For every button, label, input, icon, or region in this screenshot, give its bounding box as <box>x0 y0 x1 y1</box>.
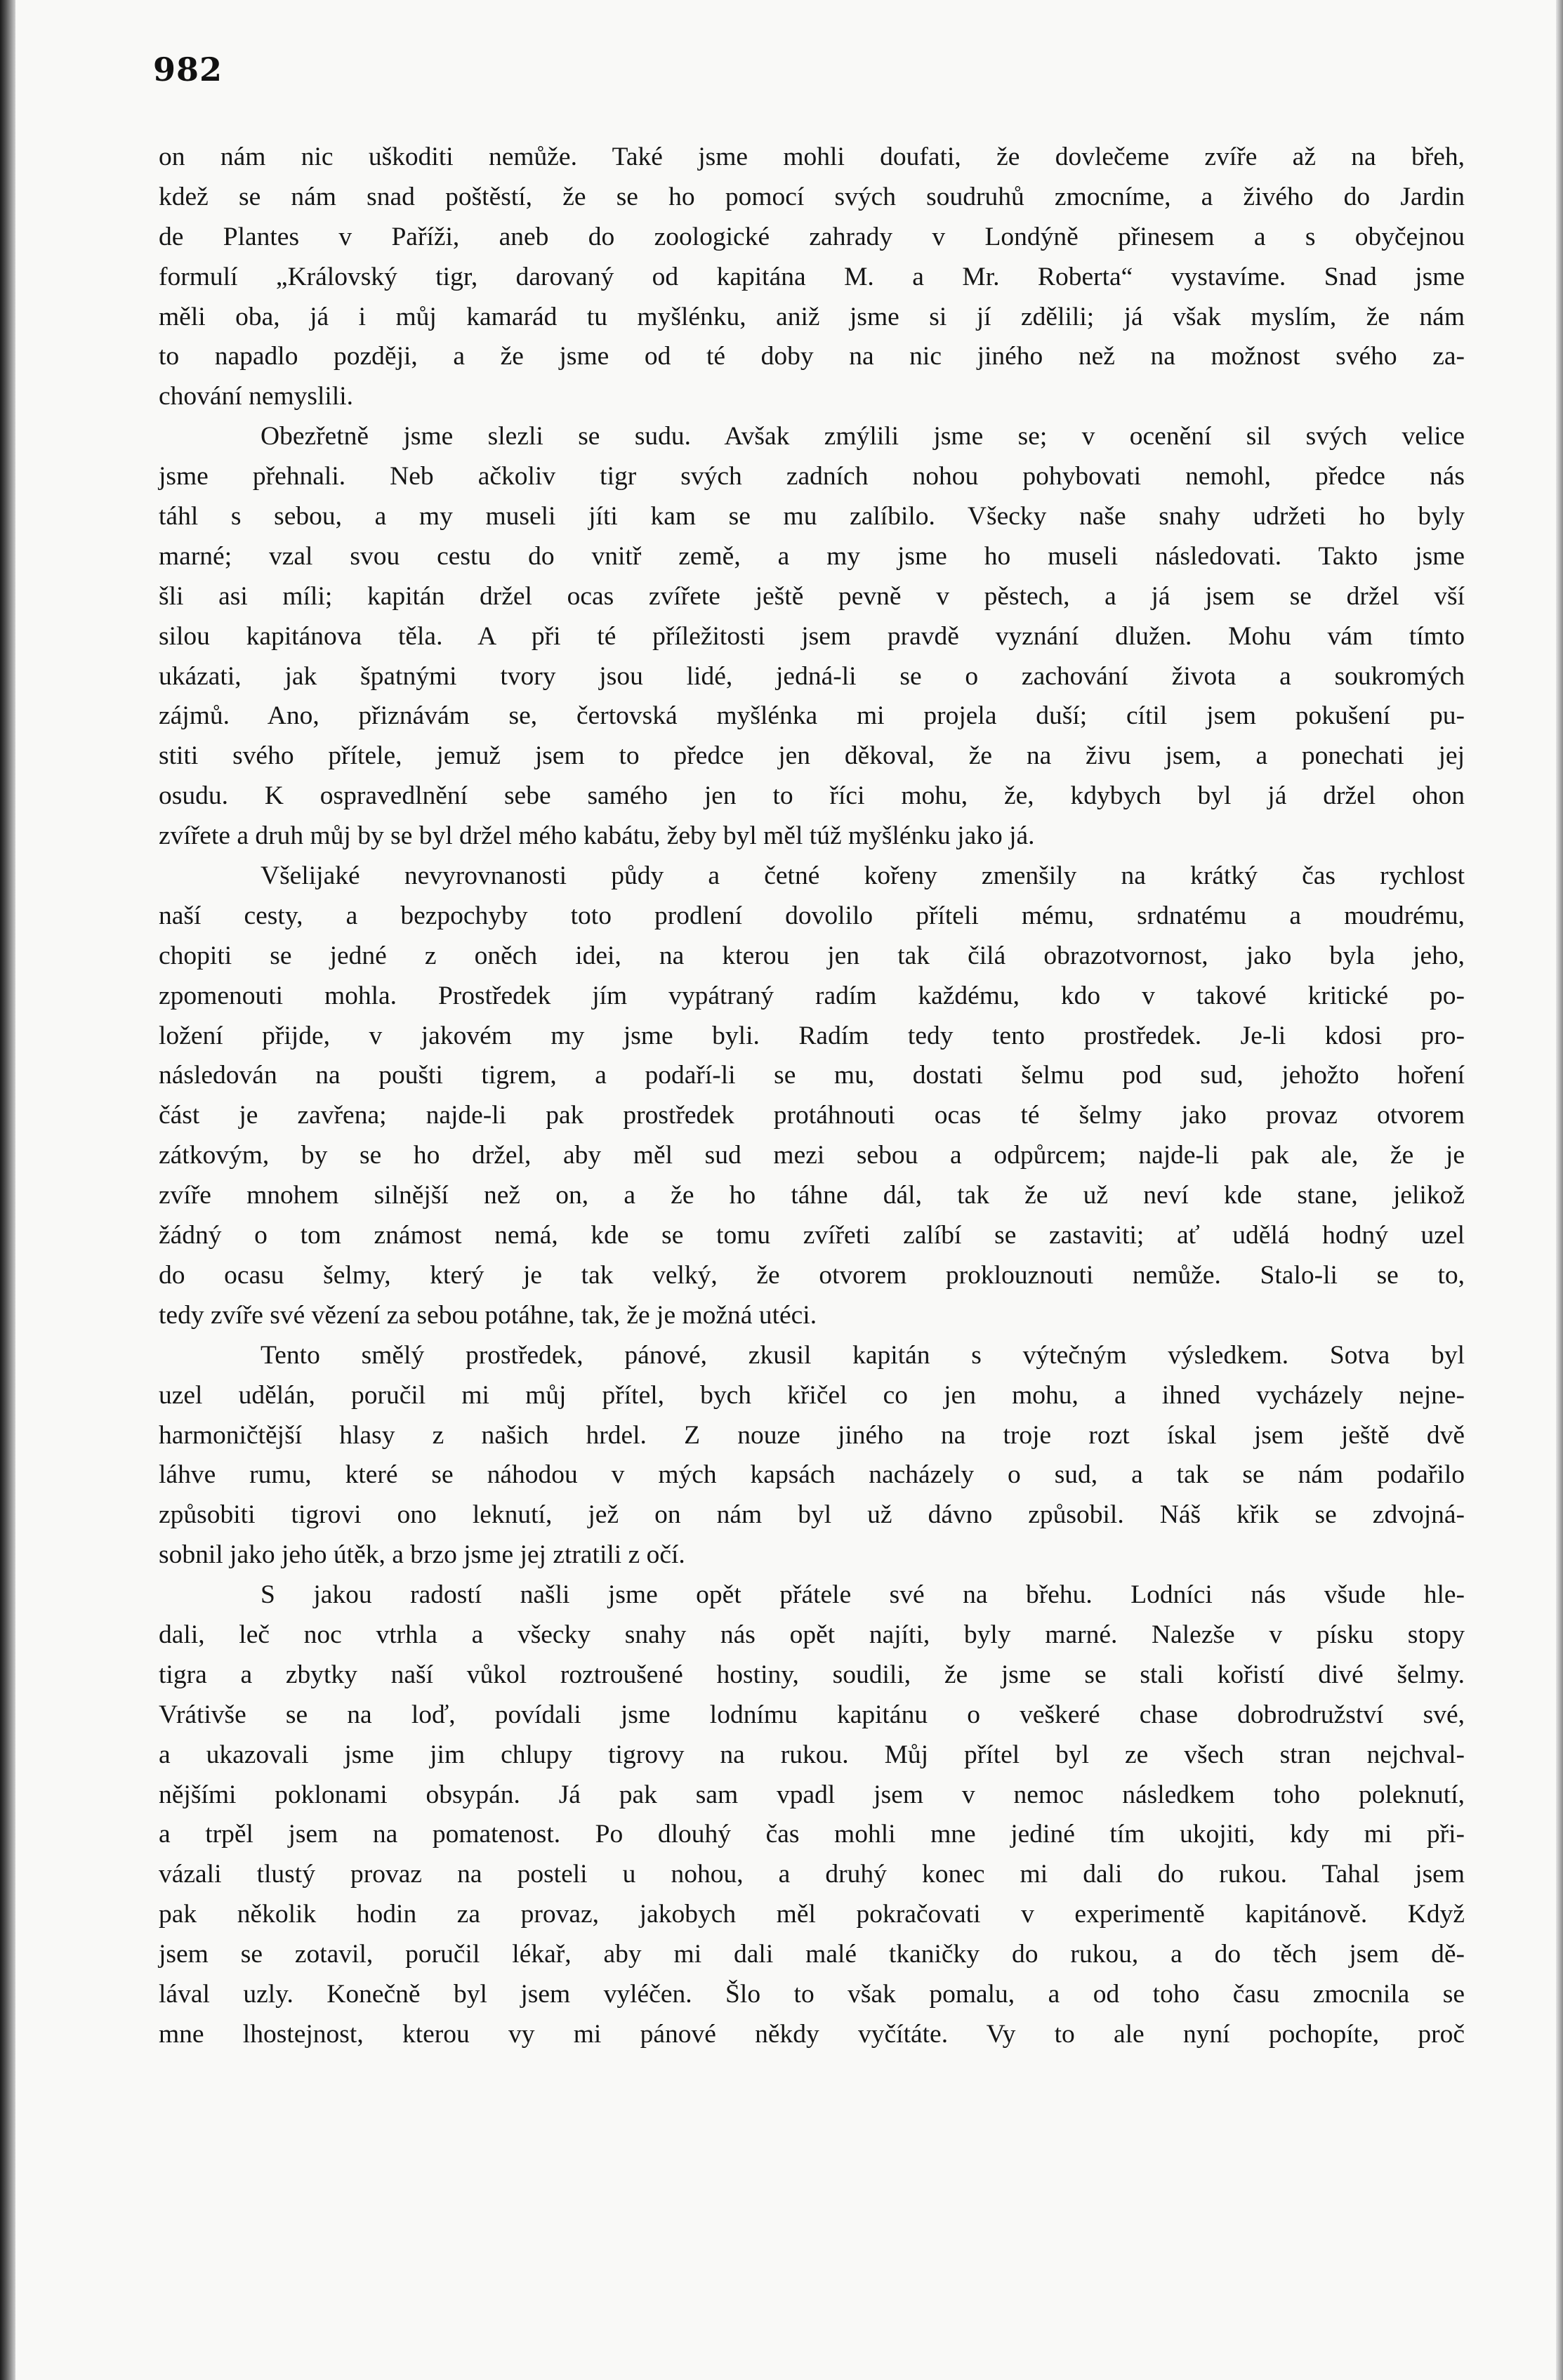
text-line: silou kapitánova těla. A při té příležitosti jsem pravdě vyznání dlužen. Mohu vám tímto <box>159 621 1465 651</box>
text-line: formulí „Královský tigr, darovaný od kapitána M. a Mr. Roberta“ vystavíme. Snad jsme <box>159 262 1465 291</box>
page-number: 982 <box>153 51 223 88</box>
scan-edge-left <box>0 0 15 2380</box>
text-line: táhl s sebou, a my museli jíti kam se mu zalíbilo. Všecky naše snahy udržeti ho byly <box>159 502 1465 531</box>
text-line: způsobiti tigrovi ono leknutí, jež on nám byl už dávno způsobil. Náš křik se zdvojná- <box>159 1500 1465 1530</box>
text-line: jsme přehnali. Neb ačkoliv tigr svých zadních nohou pohybovati nemohl, předce nás <box>159 462 1465 491</box>
text-line: tigra a zbytky naší vůkol roztroušené hostiny, soudili, že jsme se stali kořistí divé šelmy. <box>159 1660 1465 1689</box>
text-line: žádný o tom známost nemá, kde se tomu zvířeti zalíbí se zastaviti; ať udělá hodný uzel <box>159 1221 1465 1250</box>
text-line: měli oba, já i můj kamarád tu myšlénku, aniž jsme si jí zdělili; já však myslím, že nám <box>159 302 1465 331</box>
text-line: šli asi míli; kapitán držel ocas zvířete ještě pevně v pěstech, a já jsem se držel vší <box>159 581 1465 611</box>
text-line: Tento smělý prostředek, pánové, zkusil kapitán s výtečným výsledkem. Sotva byl <box>260 1340 1465 1370</box>
text-line: a trpěl jsem na pomatenost. Po dlouhý čas mohli mne jediné tím ukojiti, kdy mi při- <box>159 1820 1465 1849</box>
text-line: kdež se nám snad poštěstí, že se ho pomocí svých soudruhů zmocníme, a živého do Jardin <box>159 182 1465 211</box>
text-line: lával uzly. Konečně byl jsem vyléčen. Šlo to však pomalu, a od toho času zmocnila se <box>159 1979 1465 2009</box>
text-line: zájmů. Ano, přiznávám se, čertovská myšlénka mi projela duší; cítil jsem pokušení pu- <box>159 701 1465 731</box>
text-line: harmoničtější hlasy z našich hrdel. Z nouze jiného na troje rozt ískal jsem ještě dvě <box>159 1420 1465 1450</box>
text-line: zátkovým, by se ho držel, aby měl sud mezi sebou a odpůrcem; najde-li pak ale, že je <box>159 1141 1465 1170</box>
text-line: uzel udělán, poručil mi můj přítel, bych křičel co jen mohu, a ihned vycházely nejne- <box>159 1380 1465 1410</box>
text-line: chování nemyslili. <box>159 382 354 411</box>
body-text <box>159 138 1465 2055</box>
text-line: následován na poušti tigrem, a podaří-li se mu, dostati šelmu pod sud, jehožto hoření <box>159 1061 1465 1090</box>
text-line: vázali tlustý provaz na posteli u nohou, a druhý konec mi dali do rukou. Tahal jsem <box>159 1860 1465 1889</box>
text-line: marné; vzal svou cestu do vnitř země, a my jsme ho museli následovati. Takto jsme <box>159 541 1465 571</box>
text-line: naší cesty, a bezpochyby toto prodlení dovolilo příteli mému, srdnatému a moudrému, <box>159 901 1465 930</box>
text-line: Všelijaké nevyrovnanosti půdy a četné kořeny zmenšily na krátký čas rychlost <box>260 861 1465 891</box>
text-line: de Plantes v Paříži, aneb do zoologické zahrady v Londýně přinesem a s obyčejnou <box>159 222 1465 251</box>
text-line: pak několik hodin za provaz, jakobych měl pokračovati v experimentě kapitánově. Když <box>159 1900 1465 1929</box>
text-line: do ocasu šelmy, který je tak velký, že otvorem proklouznouti nemůže. Stalo-li se to, <box>159 1260 1465 1290</box>
text-line: zvířete a druh můj by se byl držel mého kabátu, žeby byl měl túž myšlénku jako já. <box>159 821 1035 851</box>
text-line: ukázati, jak špatnými tvory jsou lidé, jedná-li se o zachování života a soukromých <box>159 661 1465 691</box>
text-line: stiti svého přítele, jemuž jsem to předce jen děkoval, že na živu jsem, a ponechati jej <box>159 741 1465 771</box>
text-line: on nám nic uškoditi nemůže. Také jsme mohli doufati, že dovlečeme zvíře až na břeh, <box>159 143 1465 171</box>
text-line: část je zavřena; najde-li pak prostředek protáhnouti ocas té šelmy jako provaz otvorem <box>159 1101 1465 1130</box>
text-line: dali, leč noc vtrhla a všecky snahy nás opět najíti, byly marné. Nalezše v písku stopy <box>159 1620 1465 1649</box>
text-line: a ukazovali jsme jim chlupy tigrovy na rukou. Můj přítel byl ze všech stran nejchval- <box>159 1740 1465 1769</box>
text-line: S jakou radostí našli jsme opět přátele své na břehu. Lodníci nás všude hle- <box>260 1580 1465 1610</box>
text-line: to napadlo později, a že jsme od té doby na nic jiného než na možnost svého za- <box>159 342 1465 371</box>
text-line: zvíře mnohem silnější než on, a že ho táhne dál, tak že už neví kde stane, jelikož <box>159 1181 1465 1210</box>
text-line: sobnil jako jeho útěk, a brzo jsme jej ztratili z očí. <box>159 1540 685 1570</box>
text-line: ložení přijde, v jakovém my jsme byli. Radím tedy tento prostředek. Je-li kdosi pro- <box>159 1021 1465 1050</box>
text-line: Obezřetně jsme slezli se sudu. Avšak zmýlili jsme se; v ocenění sil svých velice <box>260 422 1465 451</box>
text-line: mne lhostejnost, kterou vy mi pánové někdy vyčítáte. Vy to ale nyní pochopíte, proč <box>159 2019 1465 2049</box>
text-line: jsem se zotavil, poručil lékař, aby mi dali malé tkaničky do rukou, a do těch jsem dě- <box>159 1940 1465 1969</box>
text-line: osudu. K ospravedlnění sebe samého jen to říci mohu, že, kdybych byl já držel ohon <box>159 781 1465 811</box>
text-line: láhve rumu, které se náhodou v mých kapsách nacházely o sud, a tak se nám podařilo <box>159 1460 1465 1490</box>
text-line: nějšími poklonami obsypán. Já pak sam vpadl jsem v nemoc následkem toho poleknutí, <box>159 1780 1465 1809</box>
text-line: tedy zvíře své vězení za sebou potáhne, tak, že je možná utéci. <box>159 1300 817 1330</box>
text-line: zpomenouti mohla. Prostředek jím vypátraný radím každému, kdo v takové kritické po- <box>159 981 1465 1010</box>
scan-edge-right <box>1556 0 1563 2380</box>
text-line: chopiti se jedné z oněch idei, na kterou jen tak čilá obrazotvornost, jako byla jeho, <box>159 941 1465 970</box>
text-line: Vrátivše se na loď, povídali jsme lodnímu kapitánu o veškeré chase dobrodružství své, <box>159 1700 1465 1729</box>
